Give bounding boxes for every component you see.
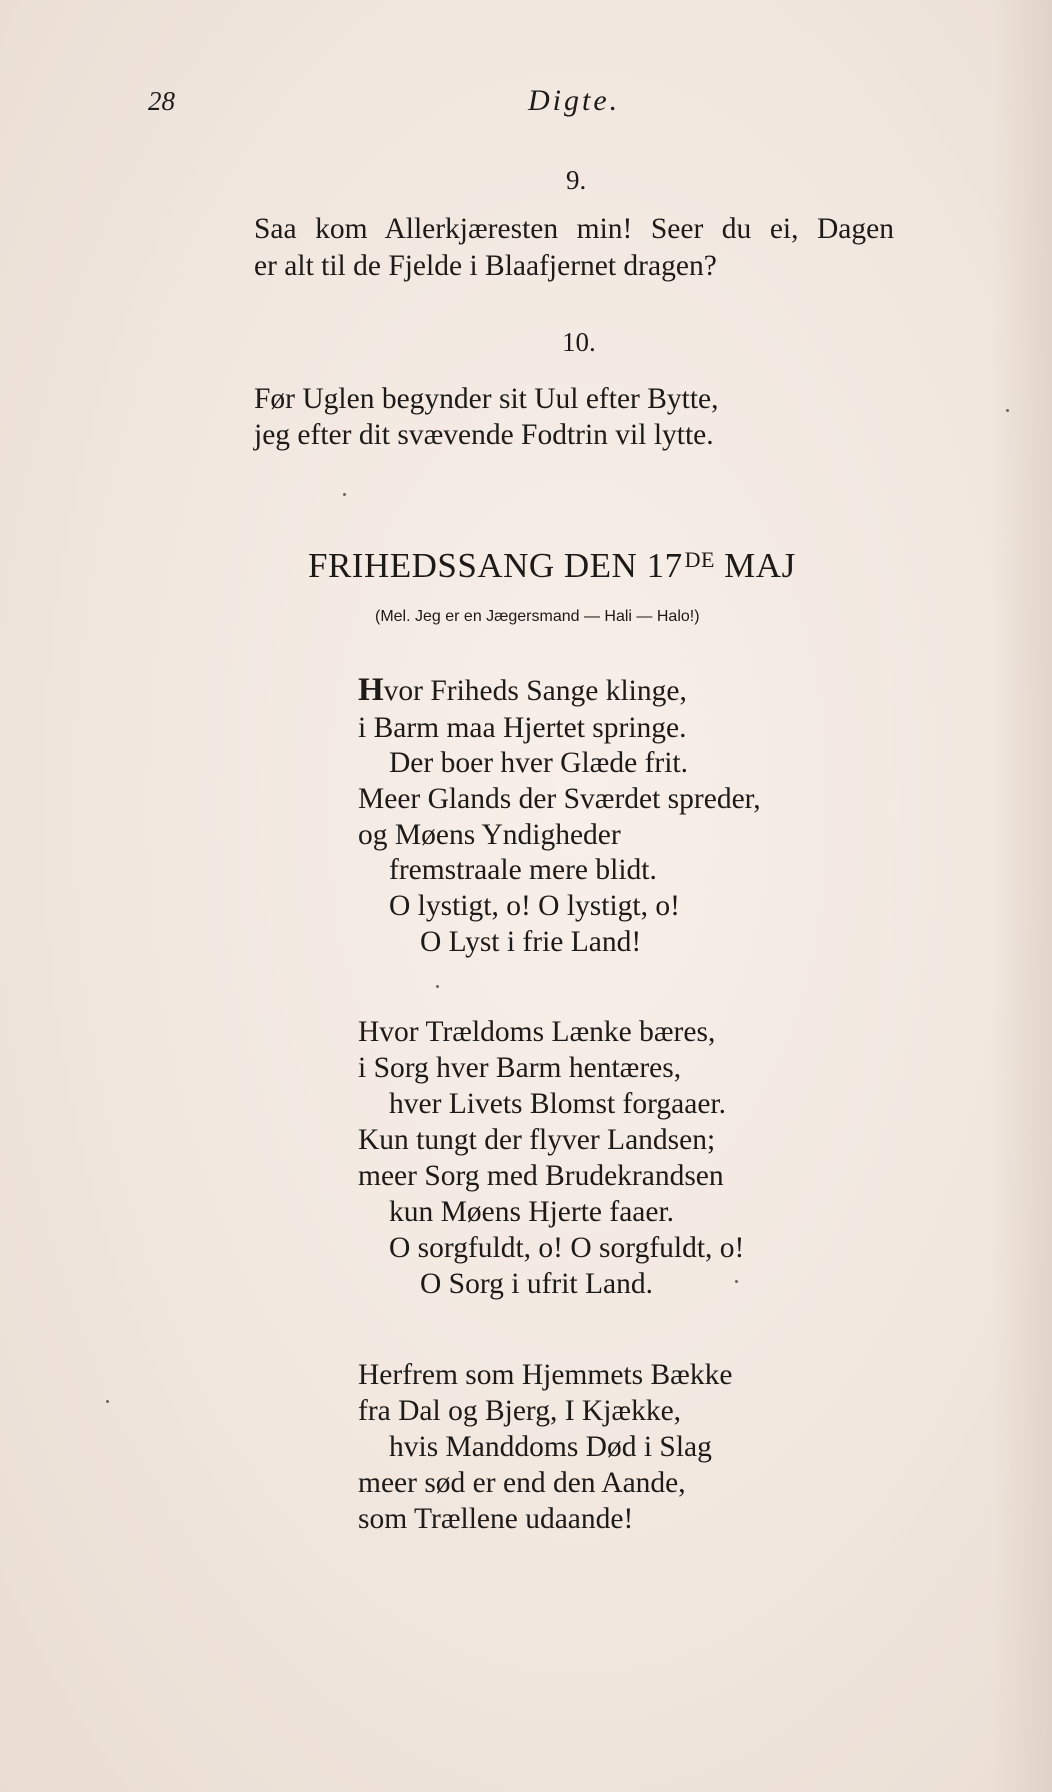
verse3-line-4: meer sød er end den Aande,	[358, 1467, 686, 1499]
melody-note: (Mel. Jeg er en Jægersmand — Hali — Halo!)	[375, 608, 700, 625]
verse3-line-1: Herfrem som Hjemmets Bække	[358, 1359, 733, 1391]
verse1-line-7: O lystigt, o! O lystigt, o!	[389, 890, 680, 922]
stanza9-line-1: Saa kom Allerkjæresten min! Seer du ei, Dagen	[254, 213, 894, 245]
song-title-main: FRIHEDSSANG DEN 17	[308, 546, 683, 585]
running-title: Digte.	[528, 84, 621, 117]
verse2-line-5: meer Sorg med Brudekrandsen	[358, 1160, 724, 1192]
paper-speck	[106, 1400, 109, 1403]
verse2-line-6: kun Møens Hjerte faaer.	[389, 1196, 675, 1228]
song-title	[308, 546, 796, 586]
paper-speck	[1006, 409, 1009, 412]
song-title-end: MAJ	[724, 546, 796, 585]
drop-cap: H	[358, 672, 384, 708]
stanza10-line-1: Før Uglen begynder sit Uul efter Bytte,	[254, 383, 719, 415]
stanza10-line-2: jeg efter dit svævende Fodtrin vil lytte.	[254, 419, 714, 451]
verse3-line-3: hvis Manddoms Død i Slag	[389, 1431, 712, 1463]
verse1-line-5: og Møens Yndigheder	[358, 819, 621, 851]
paper-speck	[343, 493, 346, 496]
stanza-number-10: 10.	[562, 327, 596, 357]
verse2-line-3: hver Livets Blomst forgaaer.	[389, 1088, 726, 1120]
verse1-line-4: Meer Glands der Sværdet spreder,	[358, 783, 761, 815]
page-edge-shadow	[992, 0, 1052, 1792]
stanza-number-9: 9.	[566, 165, 587, 195]
verse2-line-8: O Sorg i ufrit Land.	[420, 1268, 653, 1300]
verse1-line-1-text: vor Friheds Sange klinge,	[383, 675, 687, 707]
verse1-line-8: O Lyst i frie Land!	[420, 926, 642, 958]
song-title-superscript: DE	[684, 547, 715, 572]
paper-speck	[735, 1280, 738, 1283]
verse1-line-2: i Barm maa Hjertet springe.	[358, 712, 687, 744]
verse2-line-7: O sorgfuldt, o! O sorgfuldt, o!	[389, 1232, 745, 1264]
verse2-line-4: Kun tungt der flyver Landsen;	[358, 1124, 716, 1156]
paper-speck	[436, 985, 439, 988]
stanza9-line-2: er alt til de Fjelde i Blaafjernet dragen?	[254, 250, 717, 282]
verse2-line-1: Hvor Trældoms Lænke bæres,	[358, 1016, 716, 1048]
verse2-line-2: i Sorg hver Barm hentæres,	[358, 1052, 682, 1084]
verse1-line-3: Der boer hver Glæde frit.	[389, 747, 688, 779]
verse1-line-1	[358, 672, 687, 709]
verse1-line-6: fremstraale mere blidt.	[389, 854, 657, 886]
page-number: 28	[148, 86, 175, 116]
verse3-line-2: fra Dal og Bjerg, I Kjække,	[358, 1395, 682, 1427]
verse3-line-5: som Trællene udaande!	[358, 1503, 634, 1535]
